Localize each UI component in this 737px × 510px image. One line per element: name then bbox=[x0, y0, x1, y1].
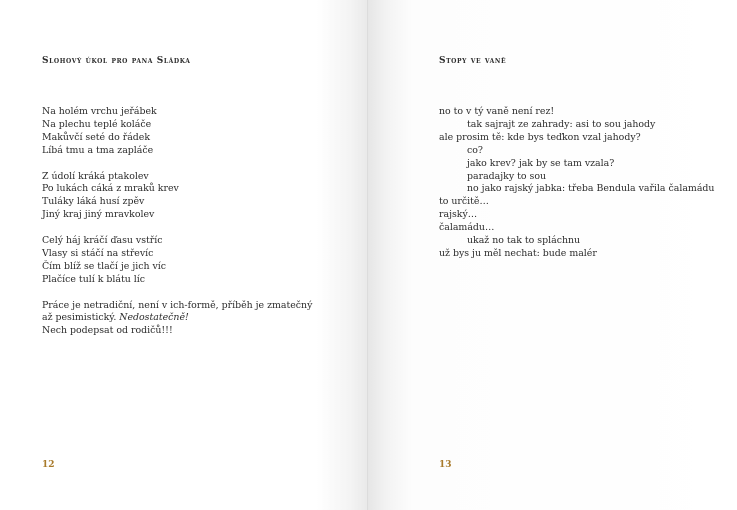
poem-line: rajský… bbox=[439, 209, 478, 221]
note-text: až pesimistický. bbox=[42, 312, 120, 324]
poem-line: jako krev? jak by se tam vzala? bbox=[467, 157, 615, 169]
poem-line: Čím blíž se tlačí je jich víc bbox=[42, 260, 167, 272]
poem-line: no to v tý vaně není rez! bbox=[439, 106, 555, 117]
poem-line: Na holém vrchu jeřábek bbox=[42, 106, 157, 117]
poem-line: ukaž no tak to spláchnu bbox=[467, 235, 581, 247]
poem-title: Stopy ve vaně bbox=[439, 56, 507, 66]
teacher-note bbox=[42, 300, 312, 339]
note-line: Nech podepsat od rodičů!!! bbox=[42, 325, 173, 337]
stanza bbox=[42, 235, 312, 287]
page-number: 12 bbox=[42, 460, 55, 470]
left-page bbox=[0, 0, 368, 510]
poem-line: Líbá tmu a tma zapláče bbox=[42, 144, 154, 156]
note-line bbox=[42, 312, 312, 325]
poem-line: Makůvčí seté do řádek bbox=[42, 131, 151, 143]
poem-line: Jiný kraj jiný mravkolev bbox=[42, 209, 155, 221]
poem-line: Na plechu teplé koláče bbox=[42, 118, 152, 130]
poem-line: Plačíce tulí k blátu líc bbox=[42, 273, 145, 285]
poem-line: Celý háj kráčí ďasu vstříc bbox=[42, 235, 163, 247]
poem-line: paradajky to sou bbox=[467, 170, 547, 182]
poem-line: čalamádu… bbox=[439, 222, 495, 234]
poem-body bbox=[439, 106, 714, 261]
poem-line: ale prosim tě: kde bys teďkon vzal jahody? bbox=[439, 131, 641, 143]
poem-line: už bys ju měl nechat: bude malér bbox=[439, 247, 597, 259]
right-page bbox=[368, 0, 737, 510]
poem-title: Slohový úkol pro pana Sládka bbox=[42, 56, 191, 66]
stanza bbox=[42, 171, 312, 223]
poem-line: Tuláky láká husí zpěv bbox=[42, 196, 145, 208]
page-number: 13 bbox=[439, 460, 452, 470]
poem-line: co? bbox=[467, 144, 483, 156]
poem-line: no jako rajský jabka: třeba Bendula vařila čalamádu bbox=[467, 183, 715, 195]
note-grade: Nedostatečně! bbox=[119, 312, 189, 324]
stanza bbox=[42, 106, 312, 158]
poem-line: Po lukách cáká z mraků krev bbox=[42, 183, 179, 195]
note-line: Práce je netradiční, není v ich-formě, příběh je zmatečný bbox=[42, 299, 313, 311]
poem-body bbox=[42, 106, 312, 338]
poem-line: Z údolí kráká ptakolev bbox=[42, 170, 149, 182]
poem-line: Vlasy si stáčí na střevíc bbox=[42, 247, 154, 259]
poem-line: tak sajrajt ze zahrady: asi to sou jahody bbox=[467, 118, 656, 130]
poem-line: to určitě… bbox=[439, 196, 489, 208]
